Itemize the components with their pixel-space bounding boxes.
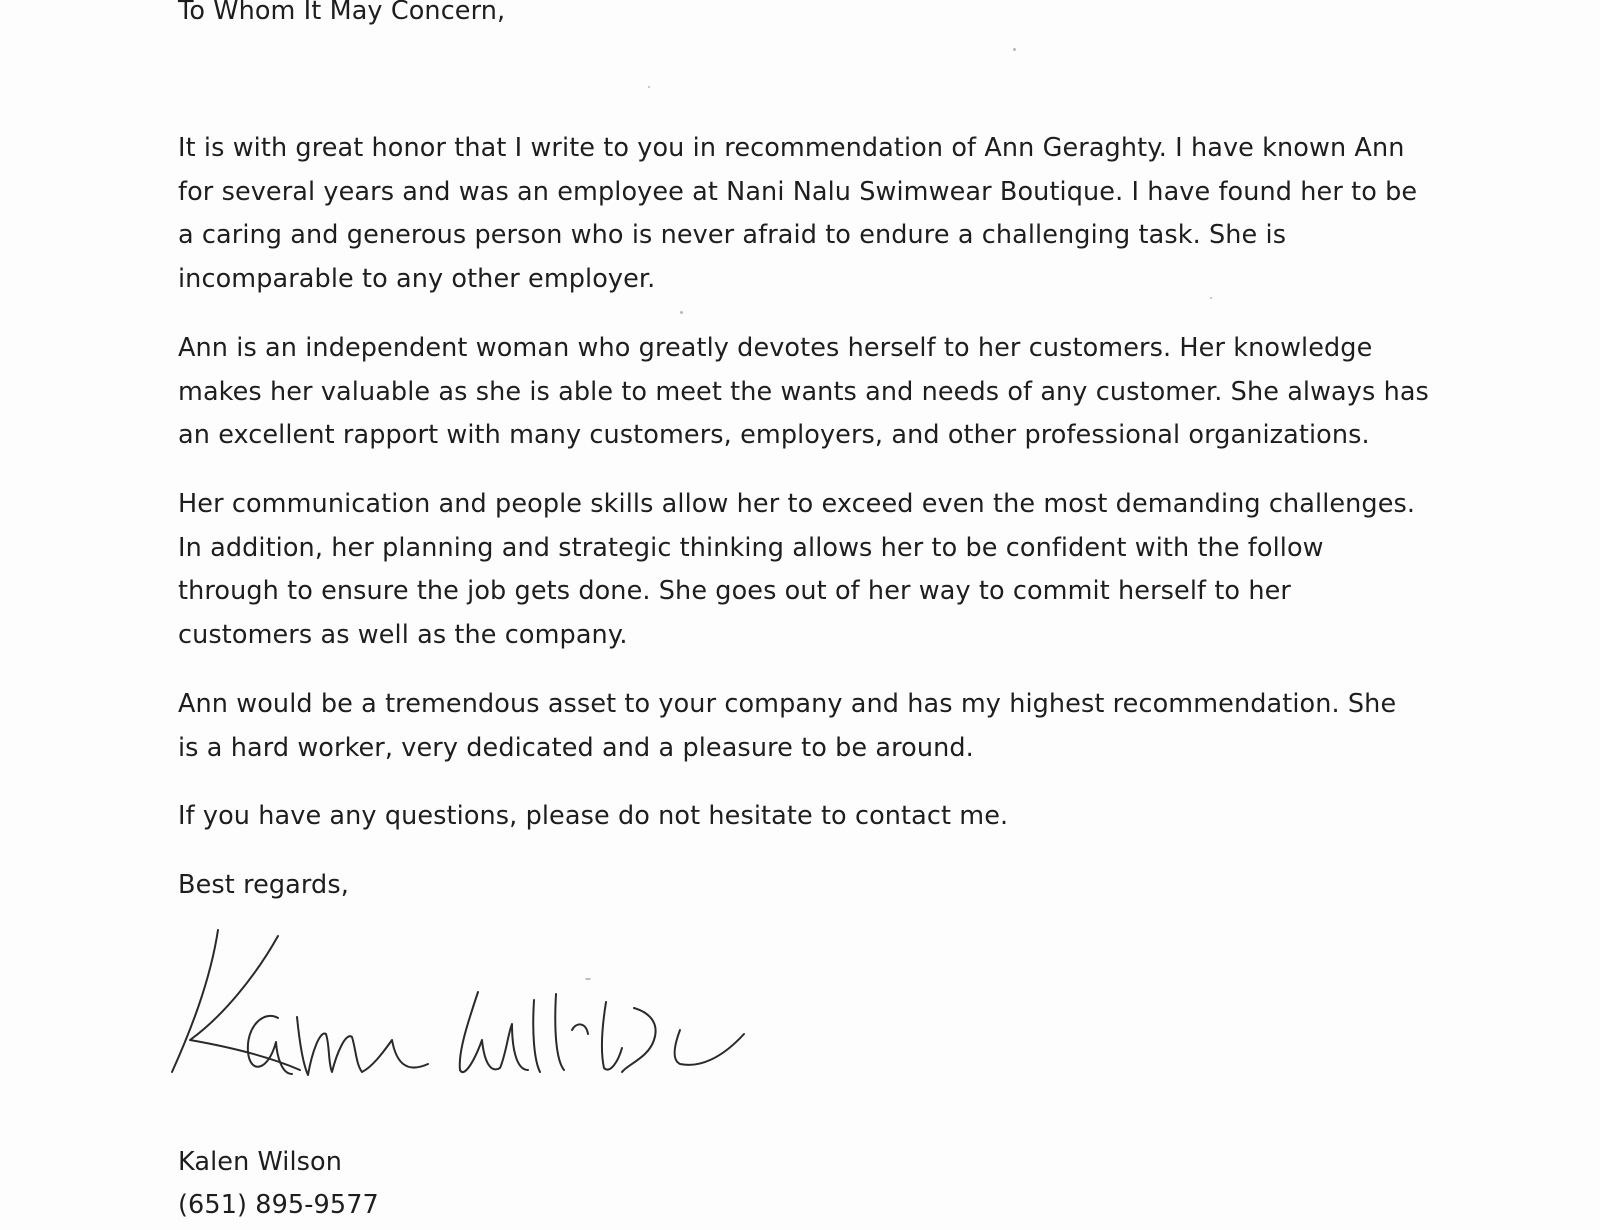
paragraph-line: Ann is an independent woman who greatly devotes herself to her customers. Her knowledge	[178, 333, 1373, 363]
paragraph-line: for several years and was an employee at Nani Nalu Swimwear Boutique. I have found her to be	[178, 176, 1418, 207]
signature-stroke	[172, 930, 218, 1072]
signature-stroke	[533, 1000, 540, 1072]
signature-stroke	[190, 936, 300, 1070]
signature-stroke	[622, 1008, 656, 1072]
paragraph-line: incomparable to any other employer.	[178, 263, 656, 294]
signature-stroke	[248, 1016, 292, 1074]
paragraph-line: an excellent rapport with many customers, employers, and other professional organizations.	[178, 420, 1370, 450]
signer-name: Kalen Wilson	[178, 1147, 343, 1177]
signature-stroke	[602, 1002, 622, 1070]
paragraph-line: makes her valuable as she is able to meet the wants and needs of any customer. She always has	[178, 376, 1429, 407]
scan-speck	[648, 86, 650, 88]
closing: Best regards,	[178, 870, 349, 900]
signature-stroke	[572, 1024, 588, 1034]
paragraph-line: Her communication and people skills allow her to exceed even the most demanding challenges.	[178, 489, 1416, 519]
paragraph-line: In addition, her planning and strategic thinking allows her to be confident with the follow	[178, 532, 1324, 563]
scan-speck	[680, 311, 683, 314]
paragraph-2	[178, 327, 1429, 458]
signature-stroke	[297, 1017, 428, 1075]
paragraph-3	[178, 483, 1415, 657]
paragraph-line: It is with great honor that I write to you in recommendation of Ann Geraghty. I have known Ann	[178, 133, 1405, 163]
signature-stroke	[460, 992, 528, 1072]
closing-note: If you have any questions, please do not hesitate to contact me.	[178, 801, 1009, 831]
paragraph-line: through to ensure the job gets done. She goes out of her way to commit herself to her	[178, 576, 1291, 606]
paragraph-line: is a hard worker, very dedicated and a pleasure to be around.	[178, 732, 974, 763]
signature-stroke	[675, 1030, 744, 1065]
paragraph-1	[178, 127, 1417, 301]
salutation: To Whom It May Concern,	[178, 0, 506, 26]
signer-phone: (651) 895-9577	[178, 1190, 379, 1220]
scan-speck	[1013, 48, 1016, 51]
paragraph-line: customers as well as the company.	[178, 619, 628, 650]
signature-stroke	[555, 994, 564, 1070]
paragraph-line: Ann would be a tremendous asset to your company and has my highest recommendation. She	[178, 689, 1397, 719]
handwritten-signature	[160, 922, 760, 1097]
paragraph-line: a caring and generous person who is never afraid to endure a challenging task. She is	[178, 220, 1287, 250]
paragraph-4	[178, 683, 1396, 770]
